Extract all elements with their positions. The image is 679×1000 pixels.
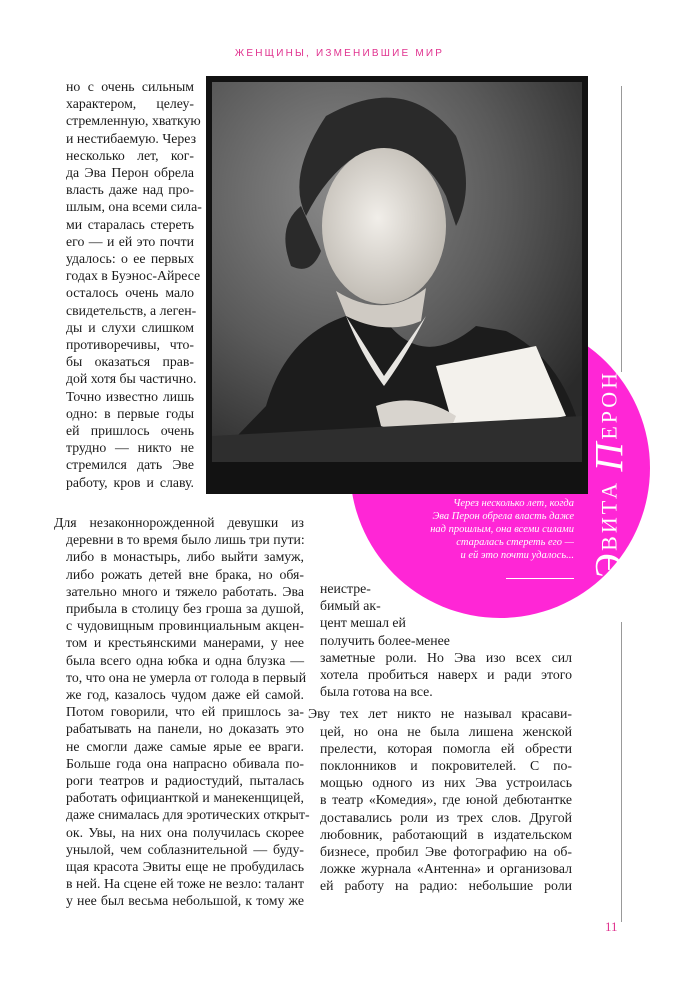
text-line: унылой, чем соблазнительной — буду- [66, 841, 304, 857]
sidebar-title-word: ВИТА [596, 480, 622, 551]
text-line: даже снималась для эротических открыт- [66, 807, 310, 823]
text-line: мощью одного из них Эва устроилась [320, 775, 572, 791]
text-line: бизнесе, пробил Эве фотографию на об- [320, 844, 572, 860]
text-line: работу, кров и славу. [66, 474, 194, 490]
pull-quote-line: старалась стереть его — [456, 537, 574, 548]
text-line: хотела пробиться наверх и ради этого [320, 667, 572, 683]
text-line: бы оказаться прав- [66, 354, 194, 370]
text-line: годах в Буэнос-Айресе [66, 268, 201, 284]
text-line: поклонников и покровителей. С по- [320, 758, 572, 774]
pull-quote [362, 497, 574, 562]
text-line: ды и слухи слишком [66, 319, 194, 335]
text-line: с чудовищным провинциальным акцен- [66, 618, 304, 634]
portrait-illustration [206, 76, 588, 494]
text-line: бимый ак- [320, 598, 381, 614]
text-line: свидетельств, а леген- [66, 302, 197, 318]
text-line: заметные роли. Но Эва изо всех сил [320, 649, 572, 665]
text-line: власть даже над про- [66, 182, 194, 198]
text-line: прелести, которая помогла ей обрести [320, 740, 572, 756]
text-line: стремленную, хваткую [66, 113, 201, 129]
sidebar-title-word: ЕРОН [596, 369, 622, 440]
text-line: Потом говорили, что ей пришлось за- [66, 704, 304, 720]
text-line: ложке журнала «Антенна» и организовал [320, 861, 572, 877]
pull-quote-line: Через несколько лет, когда [453, 498, 574, 509]
text-line: роги театров и радиостудий, пыталась [66, 773, 304, 789]
text-line: Для незаконнорожденной девушки из [54, 515, 304, 530]
pull-quote-line: и ей это почти удалось... [460, 550, 574, 561]
text-line: Больше года она напрасно обивала по- [66, 755, 304, 771]
text-line: характером, целеу- [66, 96, 194, 112]
sidebar-title-initial: П [586, 439, 632, 472]
text-line: и нестибаемую. Через [66, 130, 197, 146]
text-line: осталось очень мало [66, 285, 194, 301]
text-line: была готова на все. [320, 684, 433, 700]
pull-quote-line: Эва Перон обрела власть даже [432, 511, 574, 522]
text-line: ми старалась стереть [66, 216, 194, 232]
text-line: в театр «Комедия», где юной дебютантке [320, 792, 572, 808]
text-line: зательно много и тяжело работать. Эва [66, 583, 304, 599]
sidebar-title-initial: Э [586, 550, 632, 581]
text-line: любовник, работающий в издательском [320, 826, 572, 842]
text-line: цент мешал ей [320, 615, 406, 631]
text-line: ок. Увы, на них она получилась скорее [66, 824, 304, 840]
text-line: работать официанткой и манекенщицей, [66, 790, 304, 806]
sidebar-title [586, 370, 633, 580]
text-line: была всего одна юбка и одна блузка — [66, 652, 304, 668]
text-line: то, что она не умерла от голода в первый [66, 669, 307, 685]
text-column-left [54, 514, 310, 910]
margin-rule-bottom [621, 622, 622, 922]
text-column-right [308, 580, 572, 895]
text-line: ей работу на радио: небольшие роли [320, 878, 572, 894]
margin-rule-top [621, 86, 622, 372]
text-line: шлым, она всеми сила- [66, 199, 202, 215]
text-line: Точно известно лишь [66, 388, 194, 404]
text-line: его — и ей это почти [66, 233, 194, 249]
text-line: же год, казалось чудом даже ей самой. [66, 687, 304, 703]
text-line: несколько лет, ког- [66, 147, 194, 163]
text-line: неистре- [320, 581, 371, 596]
text-line: дой хотя бы частично. [66, 371, 197, 387]
pull-quote-underline [506, 578, 574, 579]
text-line: получить более-менее [320, 632, 450, 648]
text-line: не смогли даже самые ярые ее враги. [66, 738, 304, 754]
text-line: Эву тех лет никто не называл красави- [308, 706, 572, 722]
text-column-top [66, 78, 202, 491]
text-line: у нее был весьма небольшой, к тому же [66, 893, 304, 909]
text-line: в ней. На сцене ей тоже не везло: талант [66, 876, 304, 892]
text-line: противоречивы, что- [66, 337, 194, 353]
text-line: доставались роли из трех слов. Другой [320, 809, 572, 825]
text-line: том и крестьянскими манерами, у нее [66, 635, 304, 651]
page-number: 11 [605, 919, 618, 934]
portrait-photo [206, 76, 588, 494]
text-line: но с очень сильным [66, 79, 194, 94]
text-line: рабатывать на панели, но доказать это [66, 721, 304, 737]
text-line: стремился дать Эве [66, 457, 194, 473]
text-line: да Эва Перон обрела [66, 165, 194, 181]
text-line: либо рожать детей вне брака, но обя- [66, 566, 304, 582]
text-line: цей, но она не была лишена женской [320, 723, 572, 739]
text-line: ей пришлось очень [66, 423, 194, 439]
text-line: удалось: о ее первых [66, 251, 194, 267]
text-line: прибыла в столицу без гроша за душой, [66, 601, 304, 617]
text-line: щая красота Эвиты еще не пробудилась [66, 859, 304, 875]
running-header: ЖЕНЩИНЫ, ИЗМЕНИВШИЕ МИР [234, 48, 445, 59]
pull-quote-line: над прошлым, она всеми силами [430, 524, 574, 535]
text-line: деревни в то время было лишь три пути: [66, 532, 305, 548]
text-line: либо в монастырь, либо выйти замуж, [66, 549, 304, 565]
text-line: одно: в первые годы [66, 405, 194, 421]
text-line: трудно — никто не [66, 440, 194, 456]
